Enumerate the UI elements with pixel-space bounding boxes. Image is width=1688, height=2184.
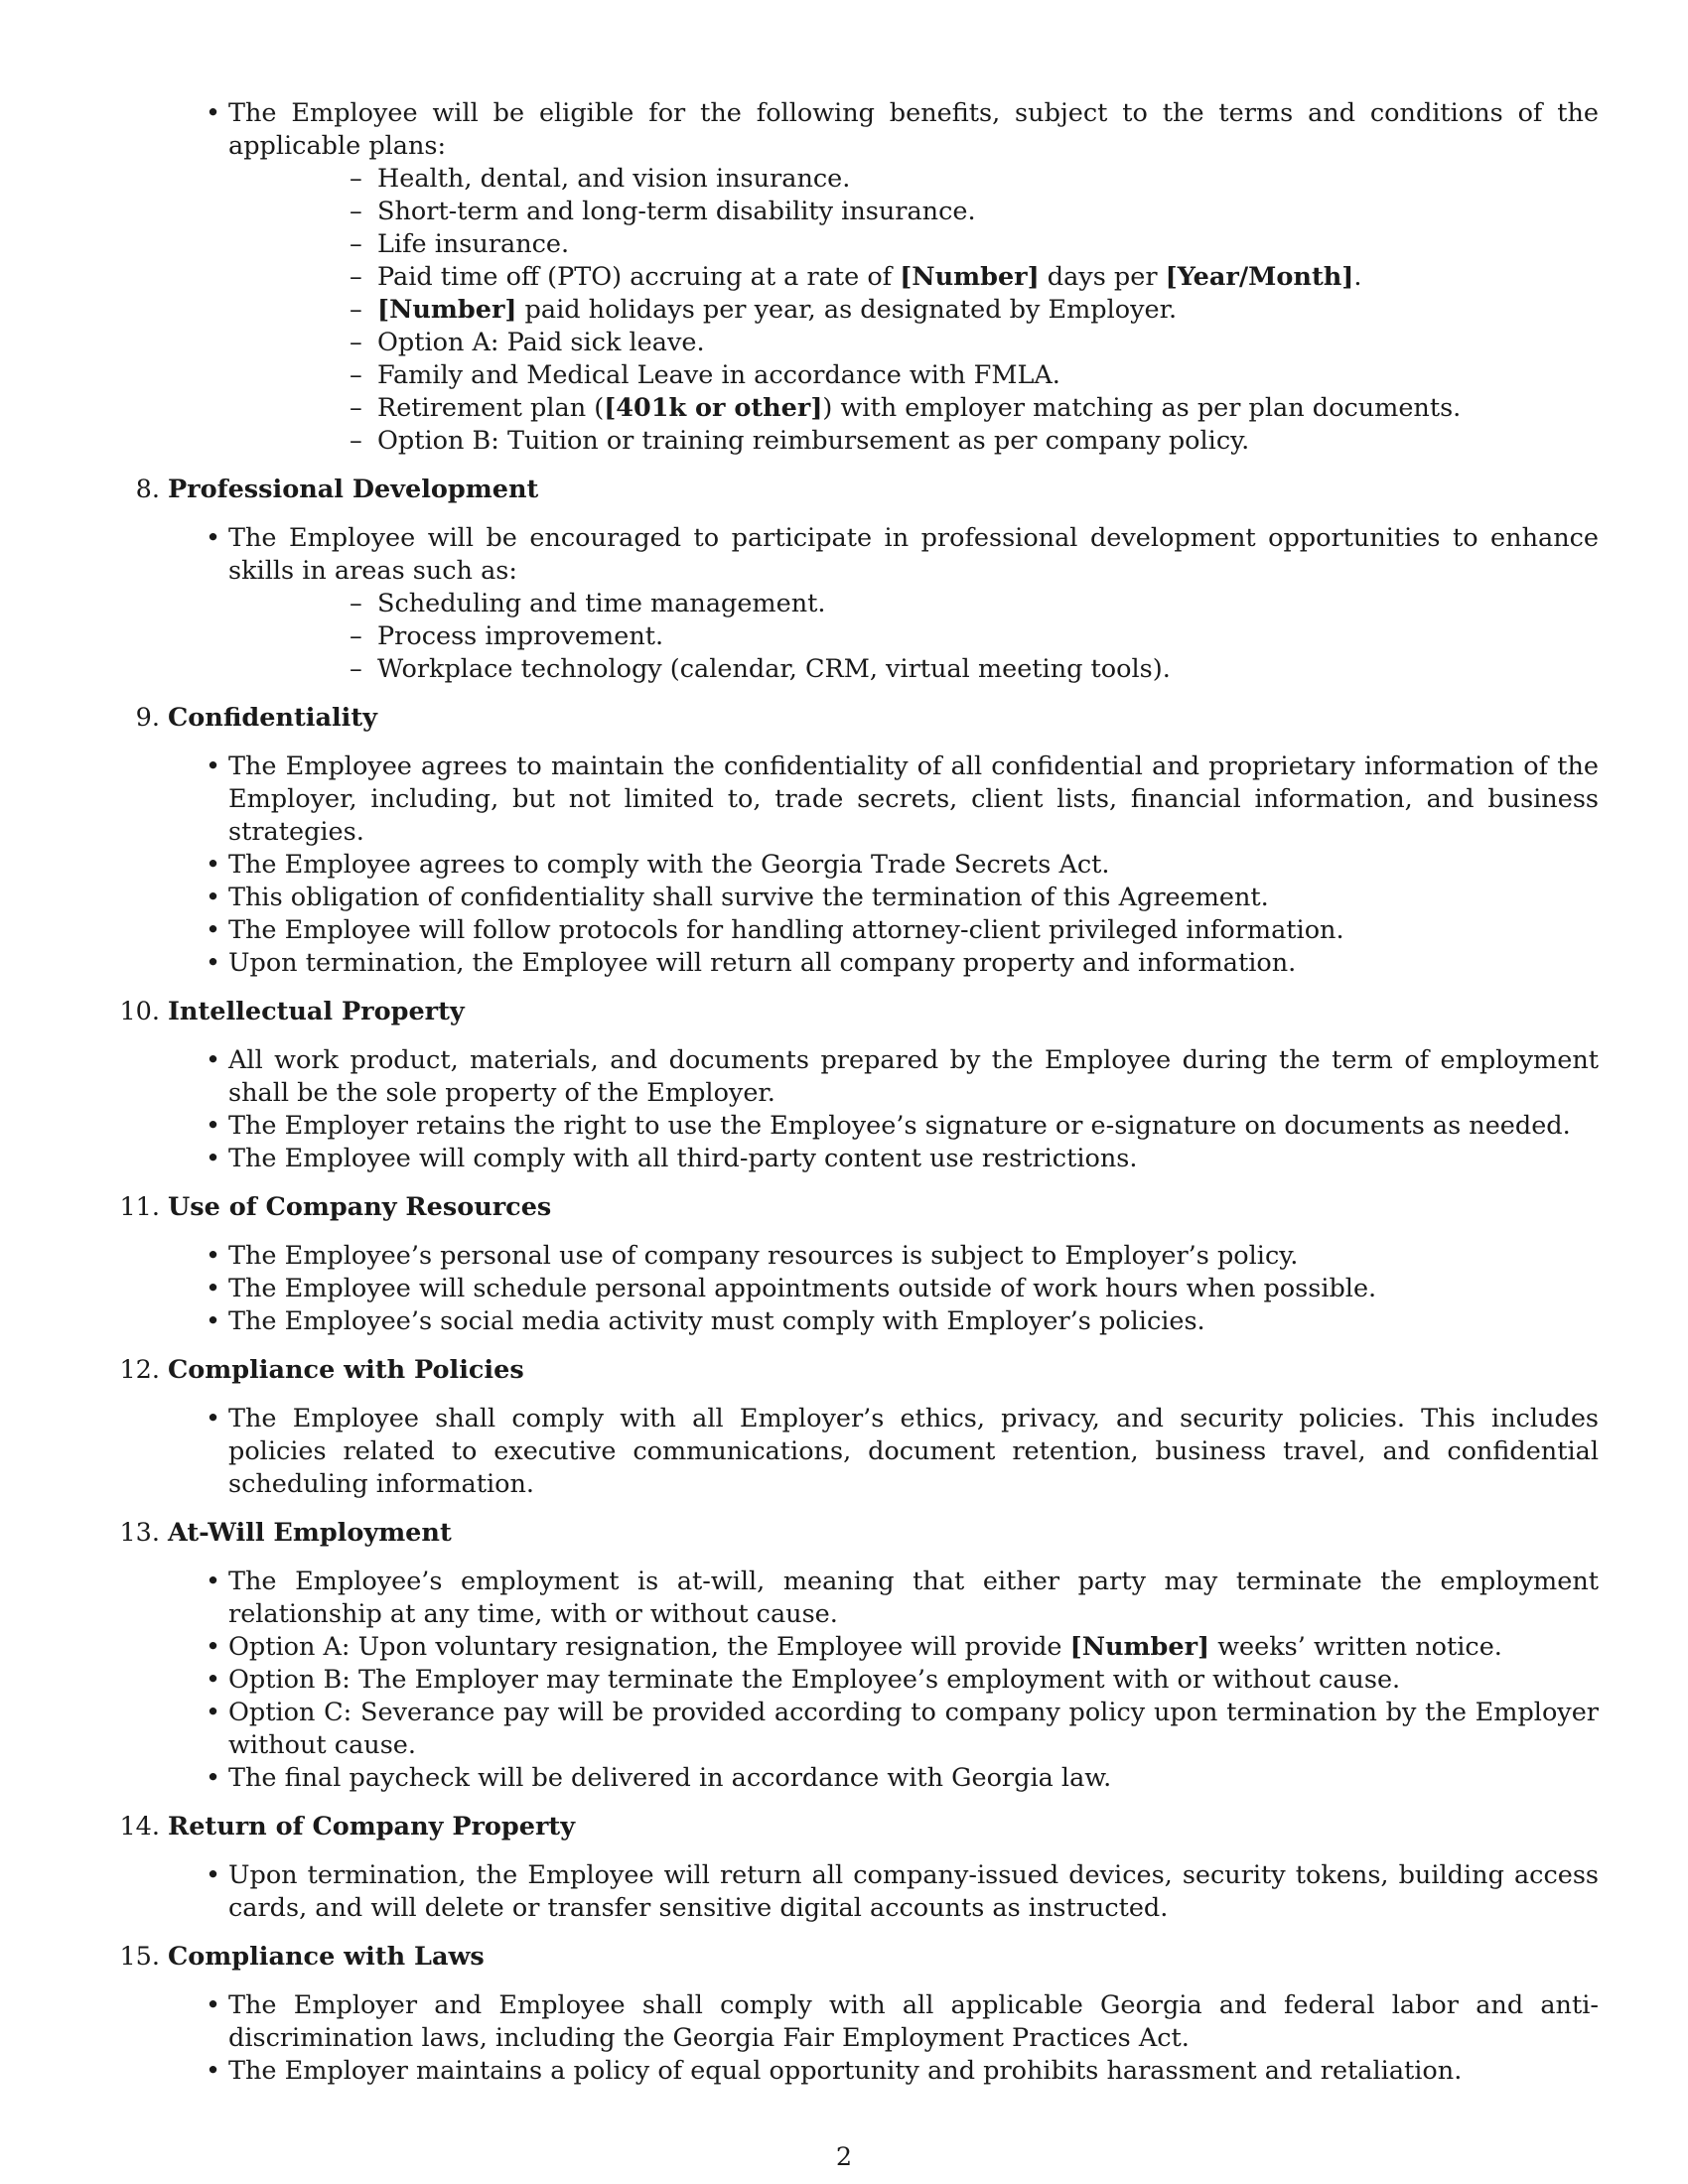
document-body: [119, 97, 1599, 2088]
placeholder: [401k or other]: [604, 393, 823, 423]
section-confidentiality: [129, 702, 1599, 980]
bullet-item: • The Employee will comply with all third-party content use restrictions.: [129, 1143, 1599, 1175]
bullet-item: • The Employee’s personal use of company resources is subject to Employer’s policy.: [129, 1240, 1599, 1273]
section-number: 14.: [119, 1812, 160, 1842]
benefit-item: – Life insurance.: [228, 228, 1599, 261]
benefit-item: – Short-term and long-term disability insurance.: [228, 196, 1599, 228]
bullet-item: [129, 522, 1599, 686]
section-bullets: [129, 1044, 1599, 1175]
section-title: Intellectual Property: [168, 997, 465, 1026]
section-title: Use of Company Resources: [168, 1192, 552, 1222]
section-heading: [119, 1811, 1599, 1843]
bullet-item: • The final paycheck will be delivered in accordance with Georgia law.: [129, 1762, 1599, 1795]
section-compliance-with-policies: [119, 1354, 1599, 1501]
section-bullets: [129, 1240, 1599, 1338]
section-number: 9.: [135, 703, 160, 733]
bullet-text: Option A: Upon voluntary resignation, the Employee will provide: [228, 1632, 1070, 1662]
section-title: At-Will Employment: [168, 1518, 452, 1548]
sub-bullet-item: – Scheduling and time management.: [228, 588, 1599, 620]
bullet-item: • The Employee’s employment is at-will, meaning that either party may terminate the employment relationship at any time, with or without cause.: [129, 1566, 1599, 1631]
benefit-text: .: [1353, 262, 1362, 292]
benefit-item-holidays: [228, 294, 1599, 327]
section-title: Professional Development: [168, 475, 539, 504]
benefit-text: ) with employer matching as per plan documents.: [822, 393, 1462, 423]
section-heading: [129, 702, 1599, 735]
benefits-items: [228, 163, 1599, 458]
section-bullets: [129, 522, 1599, 686]
benefit-item: – Health, dental, and vision insurance.: [228, 163, 1599, 196]
sub-bullets: [228, 588, 1599, 686]
benefits-list: [129, 97, 1599, 458]
bullet-item: • Option C: Severance pay will be provided according to company policy upon termination by the Employer without cause.: [129, 1697, 1599, 1762]
section-number: 10.: [119, 997, 160, 1026]
section-number: 12.: [119, 1355, 160, 1385]
section-professional-development: [129, 474, 1599, 686]
sub-bullet-item: – Workplace technology (calendar, CRM, virtual meeting tools).: [228, 653, 1599, 686]
section-title: Compliance with Laws: [168, 1942, 485, 1972]
section-heading: [119, 1191, 1599, 1224]
bullet-item: • The Employee agrees to maintain the confidentiality of all confidential and proprietary information of the Employer, including, but not limited to, trade secrets, client lists, financial information, and business strategies.: [129, 751, 1599, 849]
section-bullets: [129, 1566, 1599, 1795]
section-bullets: [129, 751, 1599, 980]
benefit-text: paid holidays per year, as designated by Employer.: [516, 295, 1178, 325]
benefit-text: Paid time off (PTO) accruing at a rate of: [377, 262, 901, 292]
section-number: 13.: [119, 1518, 160, 1548]
bullet-item: • The Employer retains the right to use the Employee’s signature or e-signature on documents as needed.: [129, 1110, 1599, 1143]
placeholder: [Number]: [377, 295, 517, 325]
benefit-text: days per: [1039, 262, 1166, 292]
bullet-item: • The Employee agrees to comply with the Georgia Trade Secrets Act.: [129, 849, 1599, 882]
section-use-of-company-resources: [119, 1191, 1599, 1338]
bullet-item: • All work product, materials, and documents prepared by the Employee during the term of employment shall be the sole property of the Employer.: [129, 1044, 1599, 1110]
benefit-item-pto: [228, 261, 1599, 294]
bullet-item: • Upon termination, the Employee will return all company property and information.: [129, 947, 1599, 980]
benefits-intro: [129, 97, 1599, 458]
section-title: Confidentiality: [168, 703, 377, 733]
section-at-will-employment: [119, 1517, 1599, 1795]
section-title: Return of Company Property: [168, 1812, 576, 1842]
section-number: 11.: [119, 1192, 160, 1222]
benefit-item: – Option A: Paid sick leave.: [228, 327, 1599, 359]
bullet-item: • The Employee’s social media activity must comply with Employer’s policies.: [129, 1305, 1599, 1338]
benefit-item-retirement: [228, 392, 1599, 425]
section-number: 15.: [119, 1942, 160, 1972]
section-title: Compliance with Policies: [168, 1355, 524, 1385]
section-bullets: [129, 1989, 1599, 2088]
placeholder: [Year/Month]: [1165, 262, 1354, 292]
section-heading: [119, 996, 1599, 1028]
section-heading: [129, 474, 1599, 506]
placeholder: [Number]: [1069, 1632, 1210, 1662]
section-heading: [119, 1517, 1599, 1550]
bullet-item: • The Employee will follow protocols for handling attorney-client privileged information.: [129, 914, 1599, 947]
section-compliance-with-laws: [119, 1941, 1599, 2088]
bullet-text: weeks’ written notice.: [1209, 1632, 1502, 1662]
bullet-item: • The Employer and Employee shall comply with all applicable Georgia and federal labor and anti-discrimination laws, including the Georgia Fair Employment Practices Act.: [129, 1989, 1599, 2055]
benefit-item: – Option B: Tuition or training reimbursement as per company policy.: [228, 425, 1599, 458]
bullet-item: • The Employee will schedule personal appointments outside of work hours when possible.: [129, 1273, 1599, 1305]
section-bullets: [129, 1859, 1599, 1925]
bullet-item: • This obligation of confidentiality shall survive the termination of this Agreement.: [129, 882, 1599, 914]
page-number: 2: [835, 2142, 853, 2172]
bullet-item: • The Employer maintains a policy of equal opportunity and prohibits harassment and retaliation.: [129, 2055, 1599, 2088]
section-number: 8.: [135, 475, 160, 504]
bullet-text: The Employee will be encouraged to participate in professional development opportunities to enhance skills in areas such as:: [228, 523, 1599, 586]
section-bullets: [129, 1403, 1599, 1501]
benefits-intro-text: The Employee will be eligible for the following benefits, subject to the terms and conditions of the applicable plans:: [228, 98, 1599, 161]
section-intellectual-property: [119, 996, 1599, 1175]
bullet-item: • Option B: The Employer may terminate the Employee’s employment with or without cause.: [129, 1664, 1599, 1697]
benefit-item: – Family and Medical Leave in accordance with FMLA.: [228, 359, 1599, 392]
placeholder: [Number]: [900, 262, 1040, 292]
section-heading: [119, 1354, 1599, 1387]
bullet-item: • Upon termination, the Employee will return all company-issued devices, security tokens, building access cards, and will delete or transfer sensitive digital accounts as instructed.: [129, 1859, 1599, 1925]
sub-bullet-item: – Process improvement.: [228, 620, 1599, 653]
bullet-item: • The Employee shall comply with all Employer’s ethics, privacy, and security policies. This includes policies related to executive communications, document retention, business travel, and confidential scheduling information.: [129, 1403, 1599, 1501]
bullet-item-notice: [129, 1631, 1599, 1664]
section-heading: [119, 1941, 1599, 1974]
benefit-text: Retirement plan (: [377, 393, 605, 423]
section-return-of-company-property: [119, 1811, 1599, 1925]
